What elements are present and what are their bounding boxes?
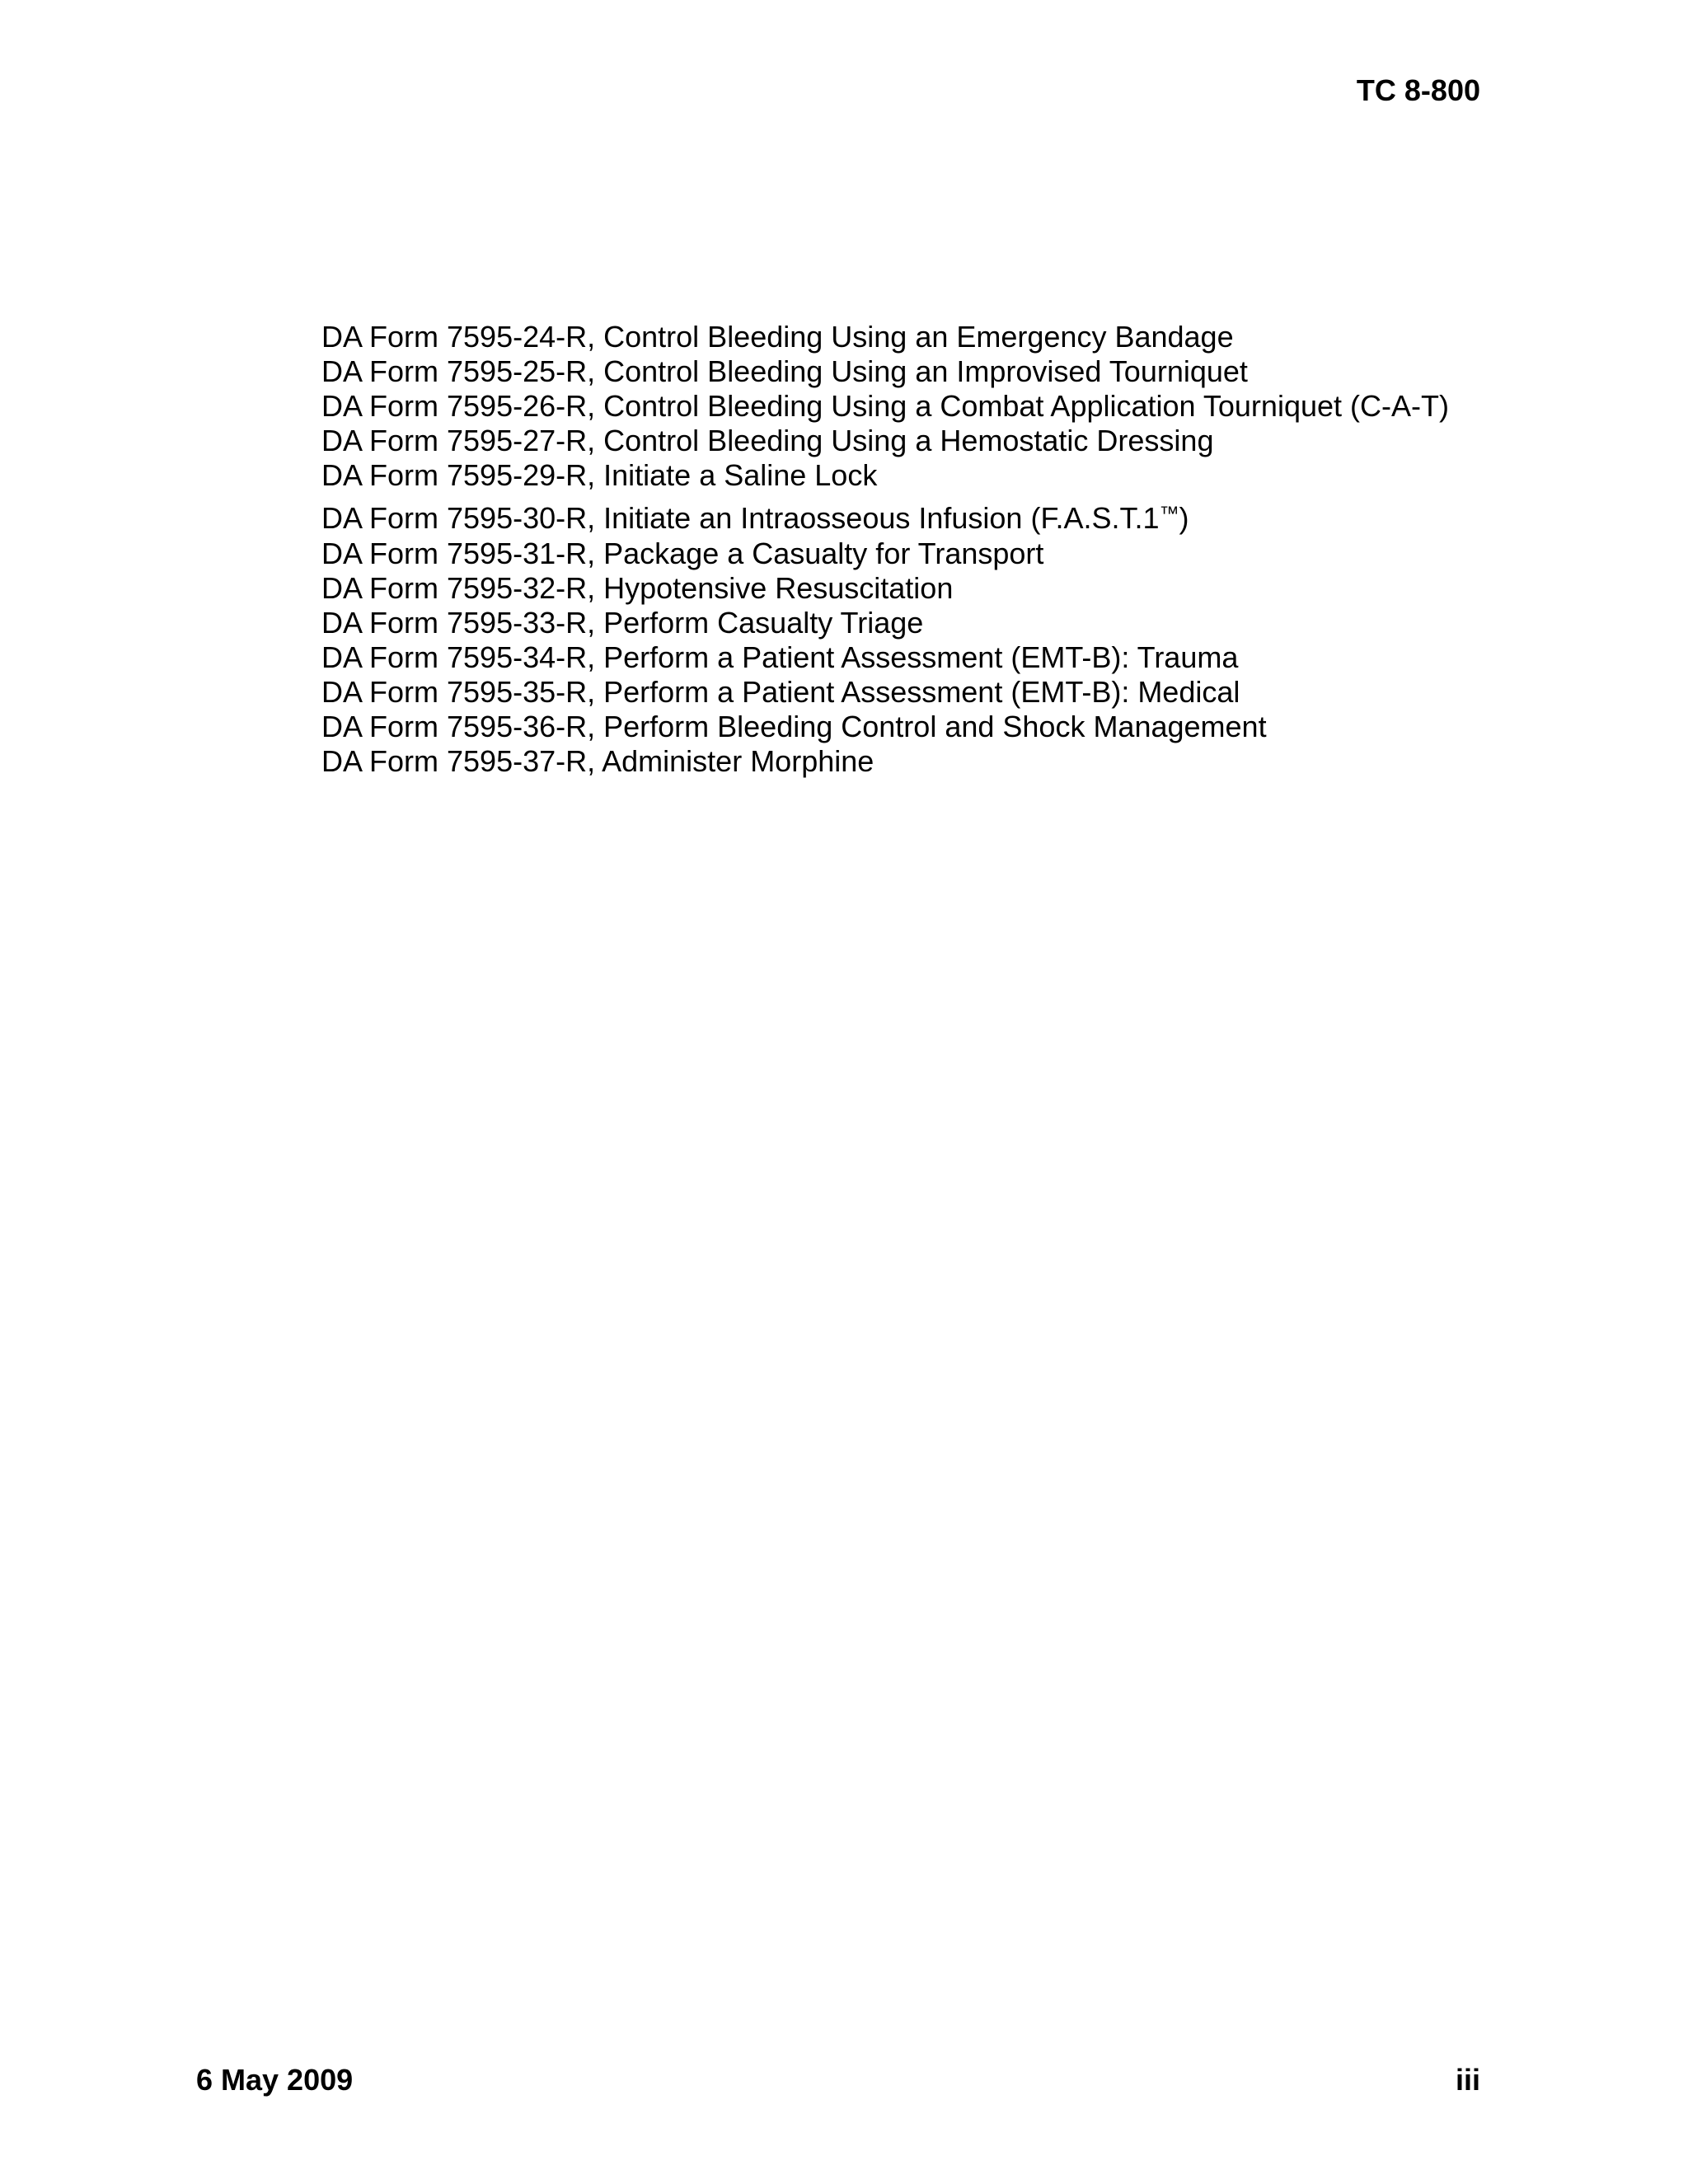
list-item-text: DA Form 7595-30-R, Initiate an Intraosseous Infusion (F.A.S.T.1 <box>321 501 1160 535</box>
list-item: DA Form 7595-37-R, Administer Morphine <box>321 744 874 778</box>
list-item: DA Form 7595-35-R, Perform a Patient Assessment (EMT-B): Medical <box>321 675 1240 709</box>
trademark-symbol: ™ <box>1159 503 1179 525</box>
list-item: DA Form 7595-27-R, Control Bleeding Using a Hemostatic Dressing <box>321 424 1214 457</box>
list-item: DA Form 7595-33-R, Perform Casualty Triage <box>321 606 924 640</box>
document-id: TC 8-800 <box>1356 73 1480 107</box>
list-item: DA Form 7595-31-R, Package a Casualty for Transport <box>321 537 1044 570</box>
list-item: DA Form 7595-25-R, Control Bleeding Using an Improvised Tourniquet <box>321 354 1248 388</box>
list-item <box>321 493 1449 537</box>
page-number: iii <box>1455 2063 1480 2097</box>
list-item: DA Form 7595-34-R, Perform a Patient Assessment (EMT-B): Trauma <box>321 640 1239 674</box>
list-item: DA Form 7595-26-R, Control Bleeding Using a Combat Application Tourniquet (C-A-T) <box>321 389 1449 423</box>
footer-date: 6 May 2009 <box>196 2063 354 2097</box>
list-item: DA Form 7595-24-R, Control Bleeding Using an Emergency Bandage <box>321 320 1234 354</box>
form-list <box>321 320 1449 779</box>
list-item: DA Form 7595-29-R, Initiate a Saline Lock <box>321 458 878 492</box>
list-item: DA Form 7595-32-R, Hypotensive Resuscitation <box>321 571 954 605</box>
list-item: DA Form 7595-36-R, Perform Bleeding Control and Shock Management <box>321 710 1267 743</box>
closing-paren: ) <box>1179 501 1189 535</box>
